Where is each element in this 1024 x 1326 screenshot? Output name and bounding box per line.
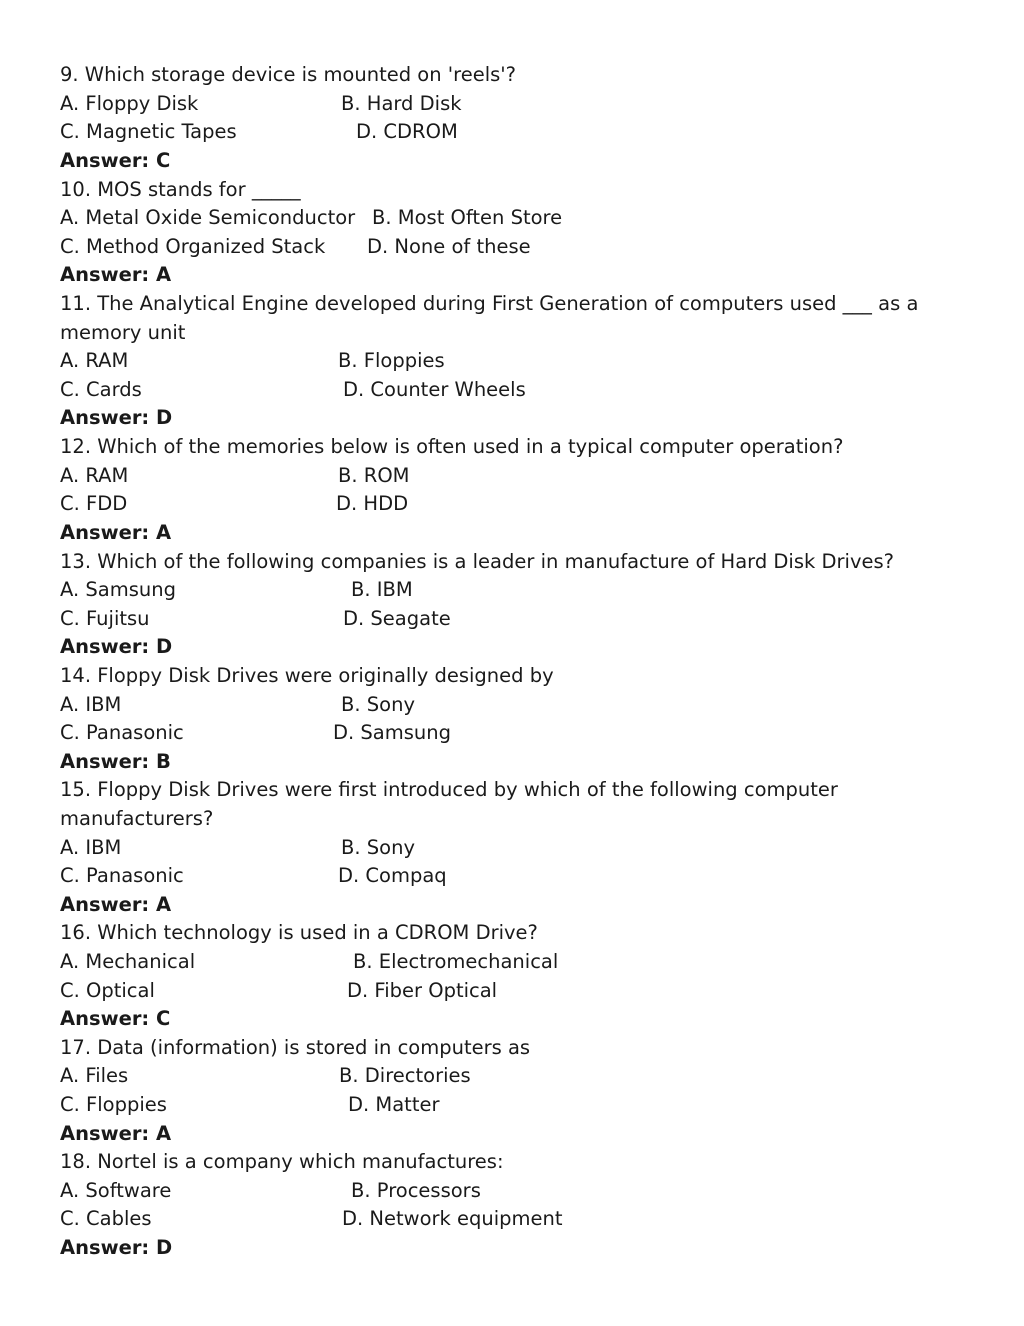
question-text: 17. Data (information) is stored in computers as xyxy=(60,1036,531,1059)
option-a: A. Mechanical xyxy=(60,950,196,973)
option-a: A. RAM xyxy=(60,464,129,487)
option-d: D. Matter xyxy=(348,1093,440,1116)
option-d: D. Fiber Optical xyxy=(347,979,498,1002)
option-d: D. Seagate xyxy=(343,607,451,630)
question-text: 13. Which of the following companies is a leader in manufacture of Hard Disk Drives? xyxy=(60,550,894,573)
question-text-continued: memory unit xyxy=(60,321,186,344)
answer: Answer: D xyxy=(60,406,173,429)
option-b: B. Electromechanical xyxy=(353,950,559,973)
option-c: C. Magnetic Tapes xyxy=(60,120,237,143)
answer: Answer: A xyxy=(60,1122,172,1145)
option-b: B. Sony xyxy=(341,836,415,859)
question-text: 11. The Analytical Engine developed during First Generation of computers used ___ as a xyxy=(60,292,919,315)
question-text: 16. Which technology is used in a CDROM Drive? xyxy=(60,921,538,944)
answer: Answer: A xyxy=(60,893,172,916)
question-text-continued: manufacturers? xyxy=(60,807,214,830)
option-c: C. Cables xyxy=(60,1207,152,1230)
option-c: C. FDD xyxy=(60,492,128,515)
question-text: 15. Floppy Disk Drives were first introduced by which of the following computer xyxy=(60,778,838,801)
answer: Answer: C xyxy=(60,149,171,172)
option-c: C. Panasonic xyxy=(60,721,184,744)
option-d: D. Compaq xyxy=(338,864,447,887)
option-a: A. Software xyxy=(60,1179,172,1202)
option-a: A. Metal Oxide Semiconductor xyxy=(60,206,356,229)
question-text: 10. MOS stands for _____ xyxy=(60,178,301,201)
option-a: A. IBM xyxy=(60,693,122,716)
answer: Answer: B xyxy=(60,750,171,773)
answer: Answer: C xyxy=(60,1007,171,1030)
option-b: B. ROM xyxy=(338,464,410,487)
option-d: D. Counter Wheels xyxy=(343,378,526,401)
option-c: C. Optical xyxy=(60,979,155,1002)
option-b: B. IBM xyxy=(351,578,413,601)
option-b: B. Processors xyxy=(351,1179,481,1202)
option-c: C. Floppies xyxy=(60,1093,167,1116)
question-text: 18. Nortel is a company which manufactures: xyxy=(60,1150,504,1173)
question-text: 14. Floppy Disk Drives were originally designed by xyxy=(60,664,554,687)
option-b: B. Most Often Store xyxy=(372,206,563,229)
option-c: C. Method Organized Stack xyxy=(60,235,326,258)
option-c: C. Panasonic xyxy=(60,864,184,887)
option-a: A. RAM xyxy=(60,349,129,372)
answer: Answer: D xyxy=(60,1236,173,1259)
option-c: C. Cards xyxy=(60,378,142,401)
option-a: A. Samsung xyxy=(60,578,176,601)
option-c: C. Fujitsu xyxy=(60,607,150,630)
option-b: B. Floppies xyxy=(338,349,445,372)
option-a: A. Floppy Disk xyxy=(60,92,199,115)
answer: Answer: A xyxy=(60,263,172,286)
option-a: A. IBM xyxy=(60,836,122,859)
option-d: D. Samsung xyxy=(333,721,451,744)
answer: Answer: D xyxy=(60,635,173,658)
option-d: D. HDD xyxy=(336,492,409,515)
option-b: B. Sony xyxy=(341,693,415,716)
option-b: B. Hard Disk xyxy=(341,92,462,115)
option-d: D. None of these xyxy=(367,235,531,258)
answer: Answer: A xyxy=(60,521,172,544)
question-text: 9. Which storage device is mounted on 'reels'? xyxy=(60,63,517,86)
question-text: 12. Which of the memories below is often used in a typical computer operation? xyxy=(60,435,844,458)
option-b: B. Directories xyxy=(339,1064,471,1087)
option-a: A. Files xyxy=(60,1064,129,1087)
option-d: D. Network equipment xyxy=(342,1207,563,1230)
option-d: D. CDROM xyxy=(356,120,458,143)
